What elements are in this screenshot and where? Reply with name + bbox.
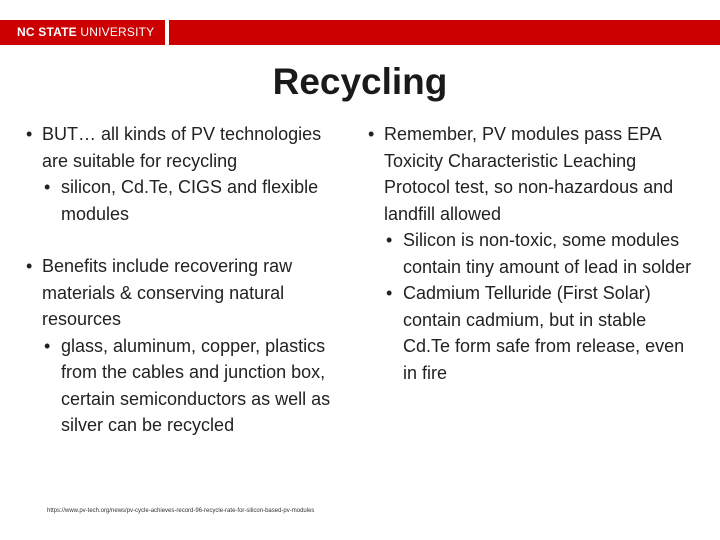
- bullet-dot-icon: •: [386, 230, 393, 250]
- bullet-dot-icon: •: [368, 124, 375, 144]
- right-column: [368, 121, 698, 386]
- slide-title: Recycling: [272, 61, 448, 102]
- bullet-dot-icon: •: [386, 283, 393, 303]
- bullet-spacer: [26, 227, 351, 253]
- bullet-dot-icon: •: [44, 335, 51, 356]
- left-bullet-1-text: BUT… all kinds of PV technologies are suitable for recycling: [42, 124, 322, 171]
- bullet-dot-icon: •: [26, 256, 33, 276]
- left-bullet-1: [26, 121, 351, 227]
- right-bullet-1: [368, 121, 698, 386]
- left-bullet-list: [26, 121, 351, 439]
- header-bar: [0, 20, 720, 45]
- bullet-dot-icon: •: [26, 124, 33, 144]
- left-column: [26, 121, 351, 439]
- left-bullet-1-sub-1-text: silicon, Cd.Te, CIGS and flexible modules: [61, 177, 319, 224]
- left-bullet-1-sublist: [44, 174, 351, 227]
- bullet-dot-icon: •: [44, 177, 51, 197]
- left-bullet-2-sub-1-text: glass, aluminum, copper, plastics from the cables and junction box, certain semiconductors as well as silver can be recycled: [61, 335, 331, 435]
- right-bullet-1-sub-1: [386, 227, 698, 280]
- left-bullet-2-sub-1: [44, 333, 351, 439]
- left-bullet-2-text: Benefits include recovering raw materials & conserving natural resources: [42, 256, 293, 329]
- right-bullet-1-text: Remember, PV modules pass EPA Toxicity Characteristic Leaching Protocol test, so non-hazardous and landfill allowed: [384, 124, 674, 224]
- right-bullet-1-sub-1-text: Silicon is non-toxic, some modules contain tiny amount of lead in solder: [403, 230, 692, 277]
- left-bullet-1-sub-1: [44, 174, 351, 227]
- right-bullet-1-sublist: [386, 227, 698, 386]
- brand-light: UNIVERSITY: [80, 25, 155, 39]
- right-bullet-1-sub-2: [386, 280, 698, 386]
- source-url-link[interactable]: https://www.pv-tech.org/news/pv-cycle-achieves-record-96-recycle-rate-for-silicon-based-pv-modules: [47, 508, 315, 514]
- left-bullet-2: [26, 253, 351, 439]
- header-accent-bar: [169, 20, 720, 45]
- right-bullet-1-sub-2-text: Cadmium Telluride (First Solar) contain cadmium, but in stable Cd.Te form safe from release, even in fire: [403, 283, 685, 383]
- right-bullet-list: [368, 121, 698, 386]
- brand-bold: NC STATE: [17, 25, 77, 39]
- left-bullet-2-sublist: [44, 333, 351, 439]
- university-logo: [0, 20, 165, 45]
- brand-wordmark: [17, 25, 154, 40]
